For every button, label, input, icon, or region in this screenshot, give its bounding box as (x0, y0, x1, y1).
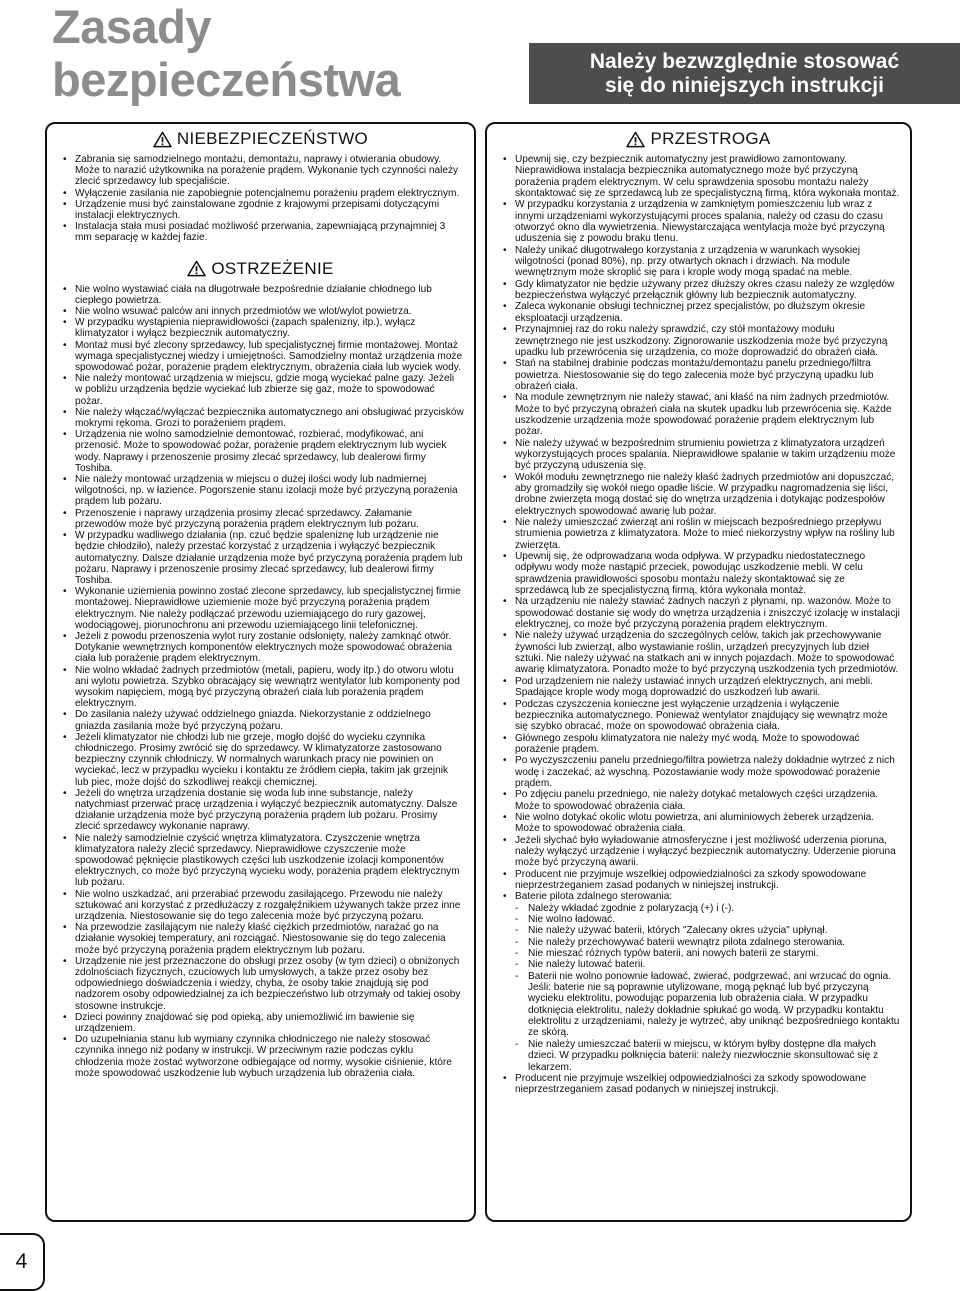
list-item: • Przynajmniej raz do roku należy sprawdzić, czy stół montażowy modułu zewnętrznego nie jest uszkodzony. Zignorowanie uszkodzenia może być przyczyną upadku lub przewrócenia się urządzenia, co może doprowadzić do obrażeń ciała. (503, 324, 900, 358)
list-item: • Nie należy włączać/wyłączać bezpiecznika automatycznego ani obsługiwać przycisków mokrymi rękoma. Grozi to porażeniem prądem. (63, 407, 464, 429)
list-item: • Nie należy samodzielnie czyścić wnętrza klimatyzatora. Czyszczenie wnętrza klimatyzatora należy zlecić sprzedawcy. Nieprawidłowe czyszczenie może spowodować pęknięcie plastikowych części lub uszkodzenie izolacji komponentów elektrycznych, co może być przyczyną wycieku wody, porażenia prądem elektrycznym lub pożaru. (63, 833, 464, 889)
list-item: • Upewnij się, czy bezpiecznik automatyczny jest prawidłowo zamontowany. Nieprawidłowa instalacja bezpiecznika automatycznego może być przyczyną porażenia prądem elektrycznym. W celu sprawdzenia sposobu montażu należy skontaktować się ze sprzedawcą lub ze specjalistyczną firmą, która wykonała montaż. (503, 154, 900, 199)
title-line-2: bezpieczeństwa (52, 53, 401, 106)
battery-sub-item: - Nie wolno ładować. (503, 914, 900, 925)
instruction-banner (529, 43, 960, 104)
list-item: • Wykonanie uziemienia powinno zostać zlecone sprzedawcy, lub specjalistycznej firmie montażowej. Nieprawidłowe uziemienie może być przyczyną porażenia prądem elektrycznym. Nie należy podłączać przewodu uziemiającego do rury gazowej, wodociągowej, piorunochronu ani przewodu uziemiającego linii telefonicznej. (63, 586, 464, 631)
danger-heading (47, 128, 474, 150)
list-item: • Upewnij się, że odprowadzana woda odpływa. W przypadku niedostatecznego odpływu wody może nastąpić przeciek, powodując uszkodzenie mebli. W celu sprawdzenia prawidłowości sposobu montażu należy skontaktować się ze sprzedawcą lub ze specjalistyczną firmą, która wykonała montaż. (503, 551, 900, 596)
list-item: • Nie wolno uszkadzać, ani przerabiać przewodu zasilającego. Przewodu nie należy sztukować ani korzystać z przedłużaczy z rozgałęźnikiem używanych także przez inne urządzenia. Niestosowanie się do tego zalecenia może być przyczyną pożaru. (63, 889, 464, 923)
list-item: • Do zasilania należy używać oddzielnego gniazda. Niekorzystanie z oddzielnego gniazda zasilania może być przyczyną pożaru. (63, 709, 464, 731)
warning-triangle-icon (626, 131, 645, 148)
battery-sub-item: - Nie mieszać różnych typów baterii, ani nowych baterii ze starymi. (503, 948, 900, 959)
list-item: • Jeżeli klimatyzator nie chłodzi lub nie grzeje, mogło dojść do wycieku czynnika chłodniczego. Prosimy zwrócić się do sprzedawcy. W klimatyzatorze zastosowano bezpieczny czynnik chłodniczy. W normalnych warunkach pracy nie powinien on wyciekać, lecz w przypadku wycieku i kontaktu ze źródłem ciepła, takim jak grzejnik lub piec, może dojść do szkodliwej reakcji chemicznej. (63, 732, 464, 788)
caution-list (487, 154, 910, 1096)
list-item: • Przenoszenie i naprawy urządzenia prosimy zlecać sprzedawcy. Załamanie przewodów może być przyczyną porażenia prądem elektrycznym lub pożaru. (63, 508, 464, 530)
list-item: • Nie wolno wsuwać palców ani innych przedmiotów we wlot/wylot powietrza. (63, 306, 464, 317)
list-item: • Nie należy umieszczać zwierząt ani roślin w miejscach bezpośredniego przepływu strumienia powietrza z klimatyzatora. Może to mieć niekorzystny wpływ na rośliny lub zwierzęta. (503, 517, 900, 551)
list-item: • W przypadku korzystania z urządzenia w zamkniętym pomieszczeniu lub wraz z innymi urządzeniami wykorzystującymi proces spalania, należy od czasu do czasu otworzyć okno dla wywietrzenia. Niewystarczająca wentylacja może być przyczyną uduszenia się z powodu braku tlenu. (503, 199, 900, 244)
list-item: • Urządzenie musi być zainstalowane zgodnie z krajowymi przepisami dotyczącymi instalacji elektrycznych. (63, 199, 464, 221)
left-safety-box (45, 122, 476, 1222)
list-item: • Po zdjęciu panelu przedniego, nie należy dotykać metalowych części urządzenia. Może to spowodować obrażenia ciała. (503, 789, 900, 812)
battery-sub-item: - Nie należy lutować baterii. (503, 959, 900, 970)
banner-line-2: się do niniejszych instrukcji (605, 73, 884, 97)
list-item: • Nie należy montować urządzenia w miejscu o dużej ilości wody lub nadmiernej wilgotności, np. w łazience. Pogorszenie stanu izolacji może być przyczyną porażenia prądem lub pożaru. (63, 474, 464, 508)
banner-line-1: Należy bezwzględnie stosować (589, 49, 900, 73)
list-item: • Stań na stabilnej drabinie podczas montażu/demontażu panelu przedniego/filtra powietrza. Niestosowanie się do tego zalecenia może być przyczyną upadku lub obrażeń ciała. (503, 358, 900, 392)
list-item: • Urządzenie nie jest przeznaczone do obsługi przez osoby (w tym dzieci) o obniżonych zdolnościach fizycznych, czuciowych lub umysłowych, a także przez osoby bez odpowiedniego doświadczenia i wiedzy, chyba, że osoby takie znajdują się pod nadzorem osoby odpowiedzialnej za ich bezpieczeństwo lub otrzymały od takiej osoby stosowne instrukcje. (63, 956, 464, 1012)
warning-list (47, 284, 474, 1079)
list-item: • Zaleca wykonanie obsługi technicznej przez specjalistów, po dłuższym okresie eksploatacji urządzenia. (503, 301, 900, 324)
list-item: • Nie wolno wkładać żadnych przedmiotów (metali, papieru, wody itp.) do otworu wlotu ani wylotu powietrza. Szybko obracający się wewnątrz wentylator lub komponenty pod wysokim napięciem, mogą być przyczyną obrażeń ciała lub porażenia prądem elektrycznym. (63, 665, 464, 710)
list-item: • Wokół modułu zewnętrznego nie należy kłaść żadnych przedmiotów ani dopuszczać, aby gromadziły się wokół niego opadłe liście. W przypadku nagromadzenia się liści, drobne zwierzęta mogą dostać się do wnętrza urządzenia i dotykając podzespołów elektrycznych spowodować awarię lub pożar. (503, 472, 900, 517)
list-item: • Do uzupełniania stanu lub wymiany czynnika chłodniczego nie należy stosować czynnika innego niż podany w instrukcji. W przeciwnym razie podczas cyklu chłodzenia może zostać wytworzone odbiegające od normy, wysokie ciśnienie, które może spowodować uszkodzenie lub wybuch urządzenia lub obrażenia ciała. (63, 1034, 464, 1079)
list-item: • Na przewodzie zasilającym nie należy kłaść ciężkich przedmiotów, narażać go na działanie wysokiej temperatury, ani rozciągać. Niestosowanie się do tego zalecenia może być przyczyną porażenia prądem elektrycznym lub pożaru. (63, 922, 464, 956)
title-line-1: Zasady (52, 0, 211, 53)
list-item: • Nie należy używać w bezpośrednim strumieniu powietrza z klimatyzatora urządzeń wykorzystujących proces spalania. Nieprawidłowe spalanie w takim urządzeniu może być przyczyną uduszenia się. (503, 438, 900, 472)
list-item: • W przypadku wystąpienia nieprawidłowości (zapach spalenizny, itp.), wyłącz klimatyzator i wyłącz bezpiecznik automatyczny. (63, 317, 464, 339)
list-item: • Głównego zespołu klimatyzatora nie należy myć wodą. Może to spowodować porażenie prądem. (503, 733, 900, 756)
list-item: • Jeżeli słychać było wyładowanie atmosferyczne i jest możliwość uderzenia pioruna, należy wyłączyć urządzenie i wyłączyć bezpiecznik automatyczny. Uderzenie pioruna może być przyczyną awarii. (503, 835, 900, 869)
list-item: • Jeżeli do wnętrza urządzenia dostanie się woda lub inne substancje, należy natychmiast przerwać pracę urządzenia i wyłączyć bezpiecznik automatyczny. Dalsze działanie urządzenia może być przyczyną porażenia prądem lub pożaru. Prosimy zlecić sprzedawcy wykonanie naprawy. (63, 788, 464, 833)
list-item: • Jeżeli z powodu przenoszenia wylot rury zostanie odsłonięty, należy zamknąć otwór. Dotykanie wewnętrznych komponentów elektrycznych może spowodować obrażenia ciała lub porażenie prądem elektrycznym. (63, 631, 464, 665)
warning-heading (47, 258, 474, 280)
list-item: • Po wyczyszczeniu panelu przedniego/filtra powietrza należy dokładnie wytrzeć z nich wodę i zaczekać, aż wyschną. Pozostawianie wody może spowodować porażenie prądem. (503, 755, 900, 789)
list-item: • Nie należy używać urządzenia do szczególnych celów, takich jak przechowywanie żywności lub zwierząt, albo wystawianie roślin, urządzeń precyzyjnych lub dzieł sztuki. Nie należy używać na statkach ani w innych pojazdach. Może to spowodować awarię klimatyzatora. Ponadto może to być przyczyną uszkodzenia tych przedmiotów. (503, 630, 900, 675)
list-item: • Nie należy montować urządzenia w miejscu, gdzie mogą wyciekać palne gazy. Jeżeli w pobliżu urządzenia będzie wyciekać lub zbierze się gaz, może to spowodować pożar. (63, 373, 464, 407)
list-item: • Nie wolno wystawiać ciała na długotrwałe bezpośrednie działanie chłodnego lub ciepłego powietrza. (63, 284, 464, 306)
page-number-tab (0, 1233, 45, 1291)
list-item: • Nie wolno dotykać okolic wlotu powietrza, ani aluminiowych żeberek urządzenia. Może to spowodować obrażenia ciała. (503, 812, 900, 835)
battery-sub-item: - Nie należy używać baterii, których "Zalecany okres użycia" upłynął. (503, 925, 900, 936)
danger-list (47, 154, 474, 244)
caution-heading (487, 128, 910, 150)
list-item: • Dzieci powinny znajdować się pod opieką, aby uniemożliwić im bawienie się urządzeniem. (63, 1012, 464, 1034)
list-item: • Producent nie przyjmuje wszelkiej odpowiedzialności za szkody spowodowane nieprzestrzeganiem zasad podanych w niniejszej instrukcji. (503, 1073, 900, 1096)
list-item: • Baterie pilota zdalnego sterowania: (503, 891, 900, 902)
right-safety-box (485, 122, 912, 1222)
list-item: • Na module zewnętrznym nie należy stawać, ani kłaść na nim żadnych przedmiotów. Może to być przyczyną obrażeń ciała na skutek upadku lub przewrócenia się. Każde uszkodzenie urządzenia może spowodować porażenie prądem elektrycznym lub pożar. (503, 392, 900, 437)
list-item: • Urządzenia nie wolno samodzielnie demontować, rozbierać, modyfikować, ani przenosić. Może to spowodować pożar, porażenie prądem elektrycznym lub wyciek wody. Naprawy i przenoszenie prosimy zlecać sprzedawcy, lub dealerowi firmy Toshiba. (63, 429, 464, 474)
page-number: 4 (15, 1250, 28, 1273)
warning-triangle-icon (187, 260, 206, 277)
list-item: • Gdy klimatyzator nie będzie używany przez dłuższy okres czasu należy ze względów bezpieczeństwa wyłączyć przełącznik główny lub bezpiecznik automatyczny. (503, 279, 900, 302)
danger-heading-text: NIEBEZPIECZEŃSTWO (176, 129, 369, 148)
caution-heading-text: PRZESTROGA (650, 129, 771, 148)
battery-sub-item: - Nie należy umieszczać baterii w miejscu, w którym byłby dostępne dla małych dzieci. W przypadku połknięcia baterii: należy niezwłocznie skonsultować się z lekarzem. (503, 1039, 900, 1073)
battery-sub-item: - Nie należy przechowywać baterii wewnątrz pilota zdalnego sterowania. (503, 937, 900, 948)
list-item: • Pod urządzeniem nie należy ustawiać innych urządzeń elektrycznych, ani mebli. Spadające krople wody mogą doprowadzić do uszkodzeń lub awarii. (503, 676, 900, 699)
battery-sub-item: - Należy wkładać zgodnie z polaryzacją (+) i (-). (503, 903, 900, 914)
list-item: • Należy unikać długotrwałego korzystania z urządzenia w warunkach wysokiej wilgotności (ponad 80%), np. przy otwartych oknach i drzwiach. Na module wewnętrznym może skroplić się para i krople wody mogą spadać na meble. (503, 245, 900, 279)
battery-sub-item: - Baterii nie wolno ponownie ładować, zwierać, podgrzewać, ani wrzucać do ognia. Jeśli: baterie nie są poprawnie utylizowane, mogą pęknąć lub być przyczyną wycieku elektrolitu, powodując poparzenia lub obrażenia ciała. W przypadku dotknięcia elektrolitu, należy dokładnie spłukać go wodą. W przypadku kontaktu elektrolitu z urządzeniami, należy je wytrzeć, aby uniknąć bezpośredniego kontaktu ze skórą. (503, 971, 900, 1039)
page-title (52, 0, 400, 106)
list-item: • Producent nie przyjmuje wszelkiej odpowiedzialności za szkody spowodowane nieprzestrzeganiem zasad podanych w niniejszej instrukcji. (503, 869, 900, 892)
warning-heading-text: OSTRZEŻENIE (211, 258, 334, 278)
list-item: • Wyłączenie zasilania nie zapobiegnie potencjalnemu porażeniu prądem elektrycznym. (63, 188, 464, 199)
list-item: • Podczas czyszczenia konieczne jest wyłączenie urządzenia i wyłączenie bezpiecznika automatycznego. Ponieważ wentylator znajdujący się wewnątrz może się szybko obracać, może on spowodować obrażenia ciała. (503, 699, 900, 733)
warning-triangle-icon (153, 131, 172, 148)
list-item: • Instalacja stała musi posiadać możliwość przerwania, zapewniającą przynajmniej 3 mm separację w każdej fazie. (63, 221, 464, 243)
list-item: • Na urządzeniu nie należy stawiać żadnych naczyń z płynami, np. wazonów. Może to spowodować dostanie się wody do wnętrza urządzenia i zniszczyć izolację w instalacji elektrycznej, co może być przyczyną porażenia prądem elektrycznym. (503, 596, 900, 630)
list-item: • W przypadku wadliwego działania (np. czuć będzie spaleniznę lub urządzenie nie będzie chłodziło), należy przestać korzystać z urządzenia i wyłączyć bezpiecznik automatyczny. Dalsze działanie urządzenia może być przyczyną porażenia prądem lub pożaru. Naprawy i przenoszenie prosimy zlecać sprzedawcy, lub dealerowi firmy Toshiba. (63, 530, 464, 586)
list-item: • Montaż musi być zlecony sprzedawcy, lub specjalistycznej firmie montażowej. Montaż wymaga specjalistycznej wiedzy i umiejętności. Samodzielny montaż urządzenia może spowodować pożar, porażenie prądem elektrycznym, obrażenia ciała lub wyciek wody. (63, 340, 464, 374)
list-item: • Zabrania się samodzielnego montażu, demontażu, naprawy i otwierania obudowy. Może to narazić użytkownika na porażenie prądem. Wykonanie tych czynności należy zlecić sprzedawcy lub specjaliście. (63, 154, 464, 188)
